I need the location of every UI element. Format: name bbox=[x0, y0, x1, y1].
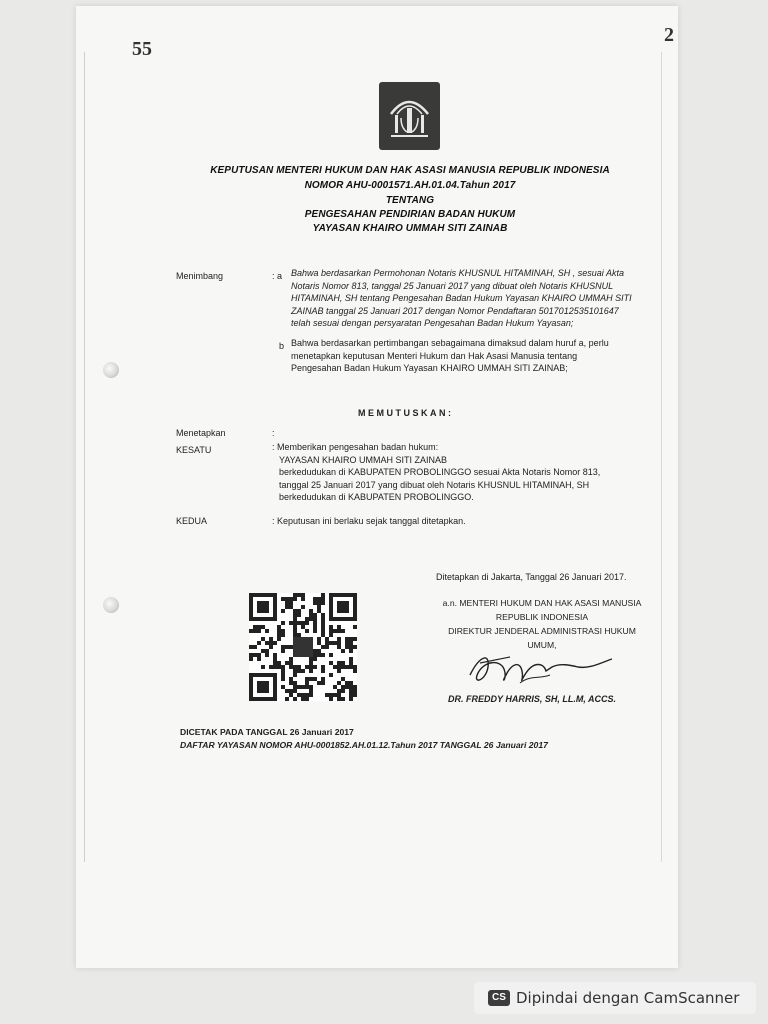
signatory-line-2: REPUBLIK INDONESIA bbox=[495, 612, 589, 622]
signatory-line-1: a.n. MENTERI HUKUM DAN HAK ASASI MANUSIA bbox=[442, 598, 642, 608]
menimbang-b-line: menetapkan keputusan Menteri Hukum dan Hak Asasi Manusia tentang bbox=[291, 350, 578, 361]
foundation-name-heading: YAYASAN KHAIRO UMMAH SITI ZAINAB bbox=[312, 223, 508, 234]
menetapkan-colon: : bbox=[272, 428, 275, 438]
punch-hole-bottom bbox=[103, 597, 119, 613]
qr-code bbox=[249, 593, 357, 701]
camscanner-icon: CS bbox=[488, 990, 510, 1006]
camscanner-badge bbox=[474, 982, 756, 1014]
menimbang-label: Menimbang bbox=[176, 271, 224, 281]
kesatu-line: : Memberikan pengesahan badan hukum: bbox=[272, 442, 439, 452]
kesatu-label: KESATU bbox=[176, 445, 212, 455]
memutuskan-heading: MEMUTUSKAN: bbox=[358, 408, 454, 418]
camscanner-text: Dipindai dengan CamScanner bbox=[516, 989, 740, 1007]
printed-date: DICETAK PADA TANGGAL 26 Januari 2017 bbox=[180, 727, 354, 737]
menimbang-b-marker: b bbox=[279, 341, 285, 351]
decree-number: NOMOR AHU-0001571.AH.01.04.Tahun 2017 bbox=[304, 180, 516, 191]
menimbang-b-line: Bahwa berdasarkan pertimbangan sebagaimana dimaksud dalam huruf a, perlu bbox=[291, 338, 609, 348]
signatory-line-4: UMUM, bbox=[527, 640, 557, 650]
ministry-logo bbox=[379, 82, 440, 150]
kesatu-line: YAYASAN KHAIRO UMMAH SITI ZAINAB bbox=[279, 454, 448, 465]
menimbang-a-line: Bahwa berdasarkan Permohonan Notaris KHUSNUL HITAMINAH, SH , sesuai Akta bbox=[291, 268, 624, 278]
law-emblem-icon bbox=[385, 88, 434, 144]
kesatu-line: berkedudukan di KABUPATEN PROBOLINGGO. bbox=[279, 492, 474, 503]
menimbang-a-line: HITAMINAH, SH tentang Pengesahan Badan Hukum Yayasan KHAIRO UMMAH SITI bbox=[291, 293, 632, 304]
kedua-label: KEDUA bbox=[176, 516, 208, 526]
menetapkan-label: Menetapkan bbox=[176, 428, 226, 438]
place-date: Ditetapkan di Jakarta, Tanggal 26 Januari 2017. bbox=[436, 572, 627, 582]
kesatu-line: tanggal 25 Januari 2017 yang dibuat oleh Notaris KHUSNUL HITAMINAH, SH bbox=[279, 479, 590, 490]
signatory-name: DR. FREDDY HARRIS, SH, LL.M, ACCS. bbox=[448, 694, 617, 704]
kesatu-line: berkedudukan di KABUPATEN PROBOLINGGO sesuai Akta Notaris Nomor 813, bbox=[279, 467, 601, 478]
decree-tentang: TENTANG bbox=[385, 195, 435, 206]
register-number: DAFTAR YAYASAN NOMOR AHU-0001852.AH.01.12.Tahun 2017 TANGGAL 26 Januari 2017 bbox=[180, 740, 548, 750]
kesatu-text bbox=[272, 441, 600, 504]
qr-code-graphic bbox=[249, 593, 357, 701]
signatory-line-3: DIREKTUR JENDERAL ADMINISTRASI HUKUM bbox=[448, 626, 636, 636]
menimbang-b-line: Pengesahan Badan Hukum Yayasan KHAIRO UMMAH SITI ZAINAB; bbox=[291, 363, 568, 374]
menimbang-b-text bbox=[291, 337, 609, 375]
corner-mark-right: 2 bbox=[664, 24, 674, 46]
kedua-text: : Keputusan ini berlaku sejak tanggal ditetapkan. bbox=[272, 516, 466, 526]
decree-subject: PENGESAHAN PENDIRIAN BADAN HUKUM bbox=[304, 209, 516, 220]
menimbang-a-line: telah sesuai dengan persyaratan Pengesahan Badan Hukum Yayasan; bbox=[291, 318, 574, 329]
punch-hole-top bbox=[103, 362, 119, 378]
menimbang-a-line: Notaris Nomor 813, tanggal 25 Januari 2017 yang dibuat oleh Notaris KHUSNUL bbox=[291, 280, 614, 291]
menimbang-a-line: ZAINAB tanggal 25 Januari 2017 dengan Nomor Pendaftaran 5017012535101647 bbox=[291, 305, 619, 316]
corner-mark-left: 55 bbox=[132, 38, 152, 60]
menimbang-a-text bbox=[291, 267, 632, 330]
decree-title: KEPUTUSAN MENTERI HUKUM DAN HAK ASASI MANUSIA REPUBLIK INDONESIA bbox=[210, 165, 610, 176]
menimbang-a-marker: : a bbox=[272, 271, 283, 281]
